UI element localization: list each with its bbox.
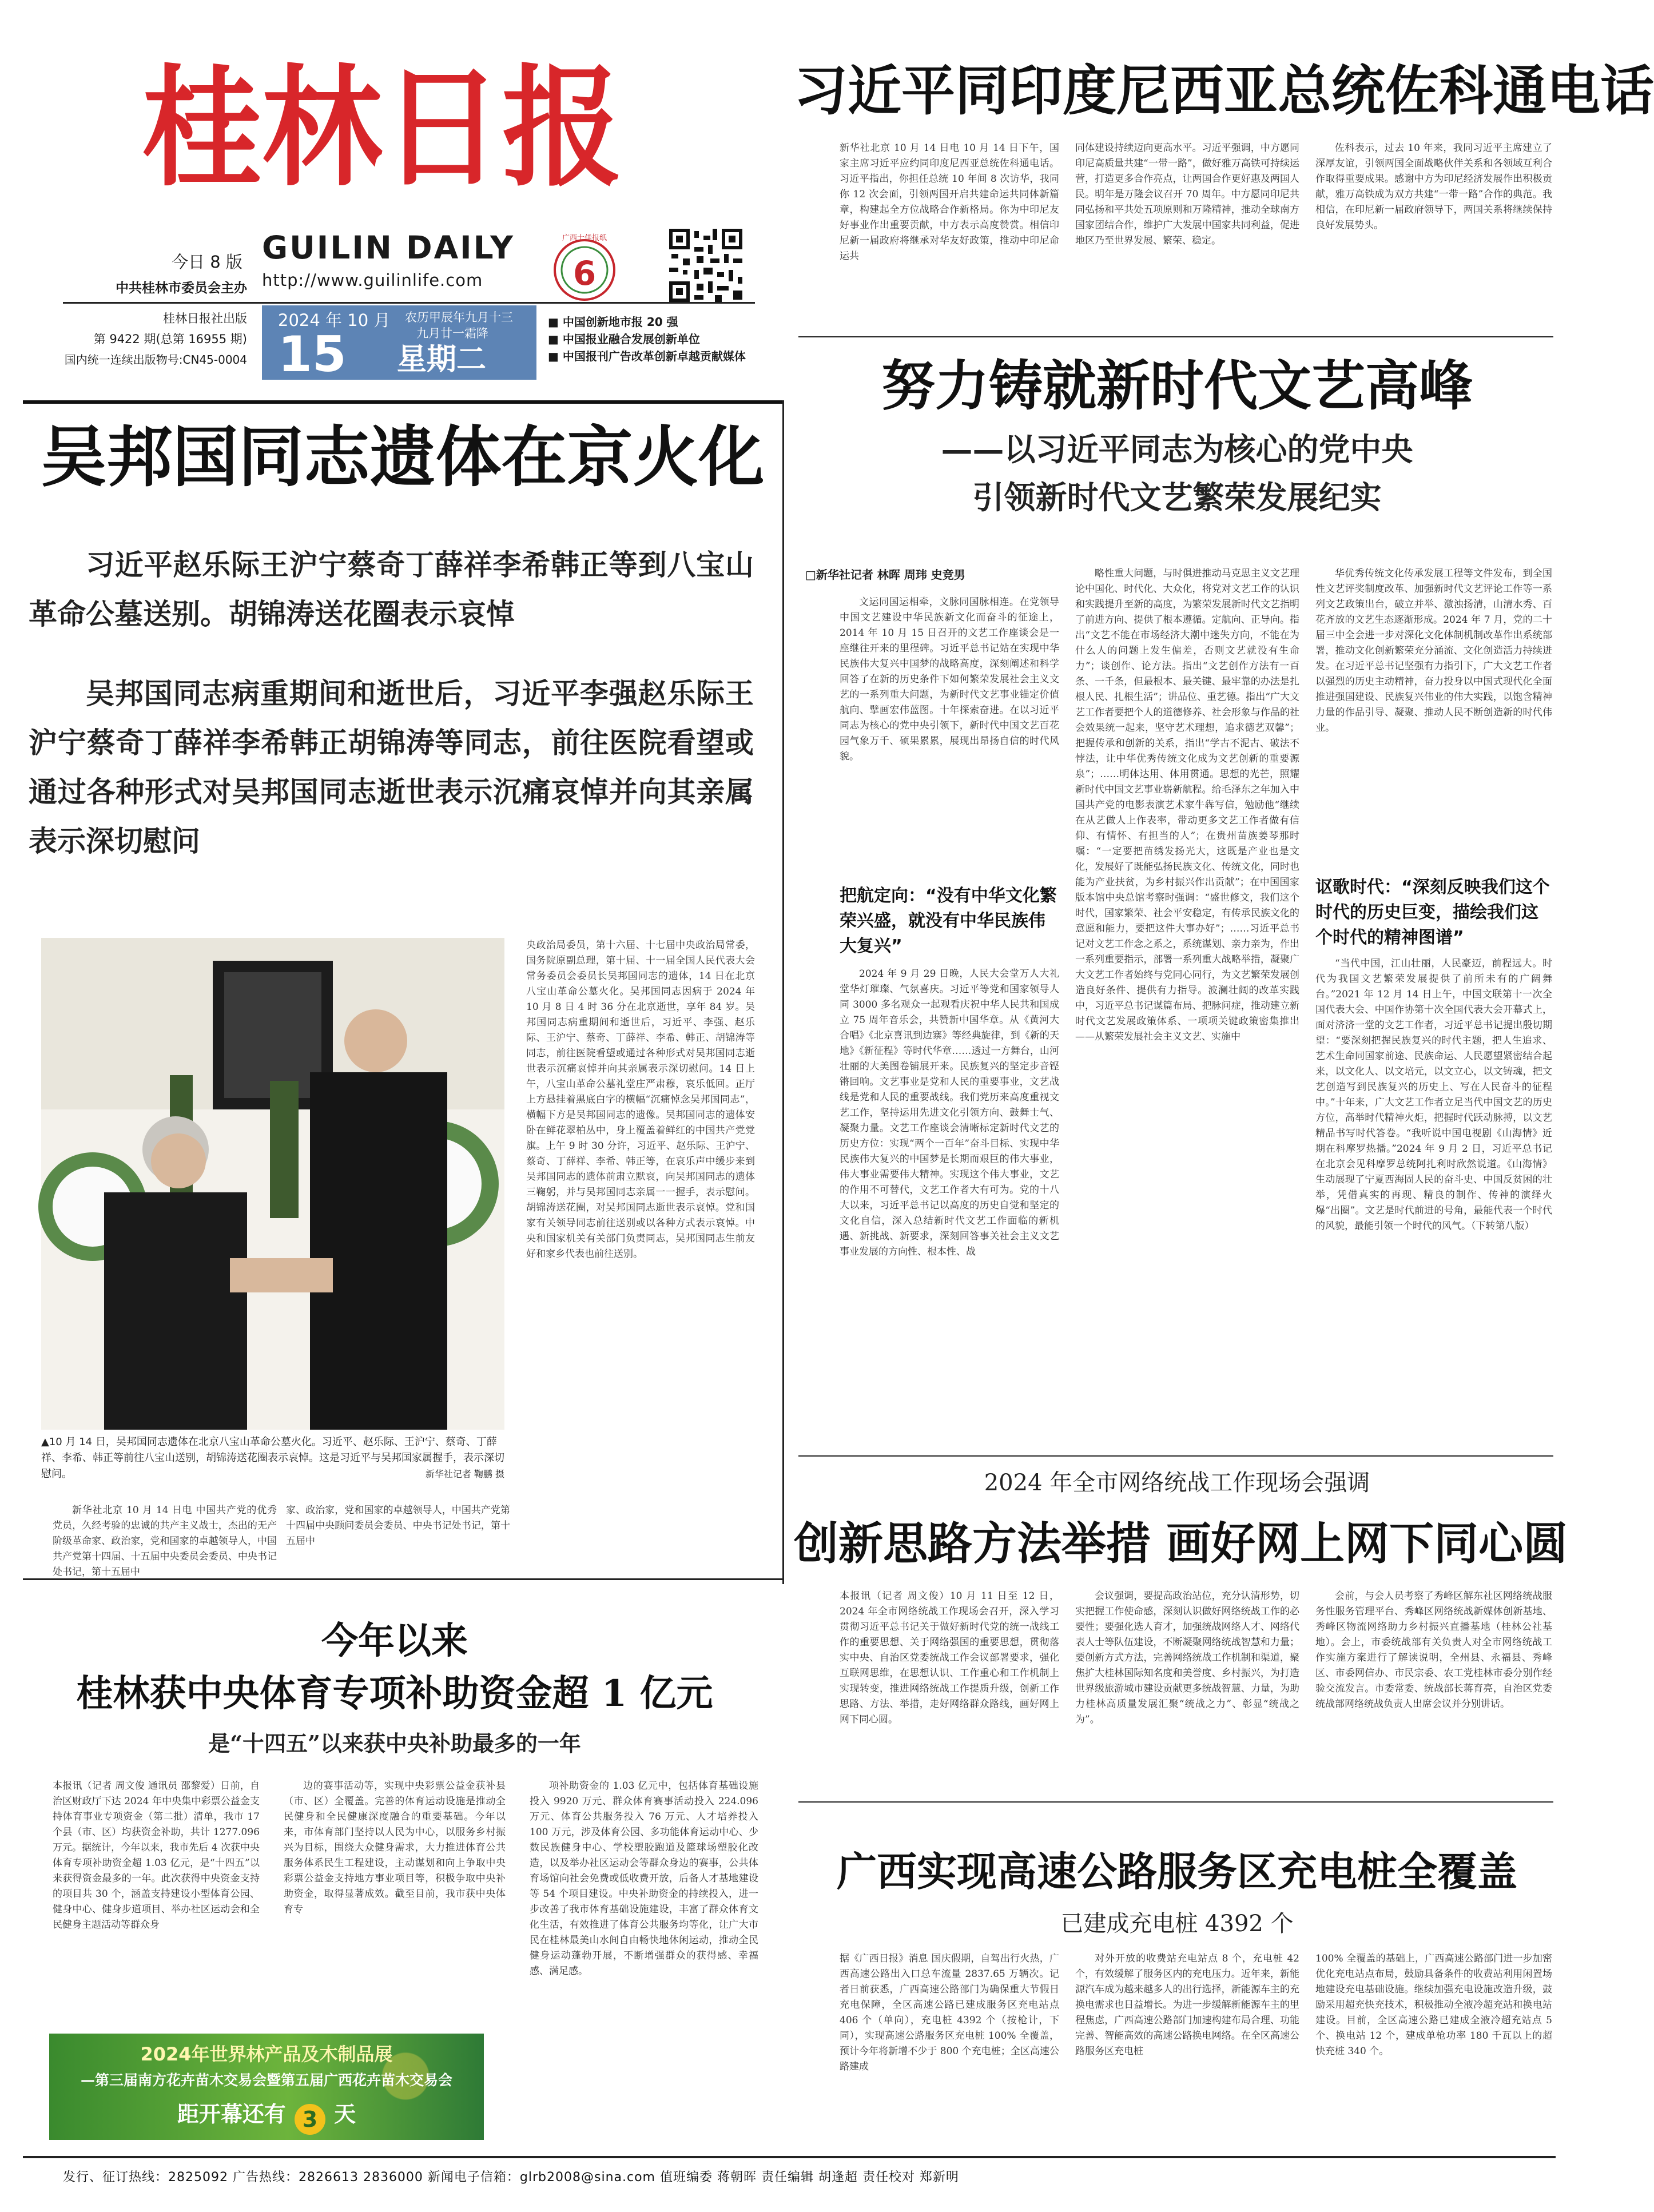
sports-col-1: 本报讯（记者 周文俊 通讯员 邵黎爱）日前，自治区财政厅下达 2024 年中央集中彩票公益金支持体育事业专项资金（第二批）清单，我市 17 个县（市、区）均获资金补助，共计 1277.096 万元。据统计，今年以来，我市先后 4 次获中央体育专项补助资金超 1.03 亿元，是“十四五”以来获得资金最多的一年。此次获得中央资金支持的项目共 30 个，涵盖支持建设小型体育公园、健身中心、健身步道项目、举办社区运动会和全民健身主题活动等群众身 [53, 1780, 260, 1931]
masthead-en-name: GUILIN DAILY [262, 229, 515, 266]
date-day: 15 [278, 326, 347, 383]
sponsor: 中共桂林市委员会主办 [116, 281, 247, 296]
column-divider [782, 400, 784, 1584]
uf-col-1: 本报讯（记者 周文俊）10 月 11 日至 12 日，2024 年全市网络统战工作现场会召开，深入学习贯彻习近平总书记关于做好新时代党的统一战线工作的重要思想、关于网络强国的重要思想，贯彻落实中央、自治区党委统战工作会议部署要求，强化互联网思维，在思想认识、工作重心和工作机制上实现转变，推进网络统战工作提质升级，创新工作思路、方法、举措，走好网络群众路线，画好网上网下同心圆。 [840, 1590, 1059, 1725]
arts-sub-1: ——以习近平同志为核心的党中央 [941, 431, 1413, 468]
sports-col-3: 项补助资金的 1.03 亿元中，包括体育基础设施投入 9920 万元、群众体育赛事活动投入 224.096 万元、体育公共服务投入 76 万元、人才培养投入 100 万元，涉及体育公园、多功能体育运动中心、少数民族健身中心、学校塑胶跑道及篮球场塑胶化改造，以及举办社区运动会等群众身边的赛事，公共体育场馆向社会免费或低收费开放，后备人才基地建设等 54 个项目建设。中央补助资金的持续投入，进一步改善了我市体育基础设施建设，丰富了群众体育文化生活，有效推进了体育公共服务均等化，让广大市民在桂林最美山水间自由畅快地休闲运动，推动全民健身运动蓬勃开展，不断增强群众的获得感、幸福感、满足感。 [530, 1780, 758, 1977]
date-year-month: 2024 年 10 月 [278, 311, 391, 330]
honors-list [548, 313, 754, 382]
expo-banner[interactable] [49, 2034, 484, 2140]
countdown-prefix: 距开幕还有 [177, 2102, 286, 2127]
arts-col-1a: 文运同国运相牵，文脉同国脉相连。在党领导中国文艺建设中华民族新文化而奋斗的征途上，2014 年 10 月 15 日召开的文艺工作座谈会是一座继往开来的里程碑。习近平总书记站在实现中华民族伟大复兴中国梦的战略高度，深刻阐述和科学回答了在新的历史条件下如何繁荣发展社会主义文艺的一系列重大问题，为新时代文艺事业锚定价值航向、擘画宏伟蓝图。十年探索奋进。在以习近平同志为核心的党中央引领下，新时代中国文艺百花园气象万千、硕果累累，展现出昂扬自信的时代风貌。 [840, 596, 1059, 762]
arts-side-head-2: 讴歌时代：“深刻反映我们这个时代的历史巨变，描绘我们这个时代的精神图谱” [1315, 877, 1550, 948]
badge-logo [548, 230, 621, 303]
issue-number: 第 9422 期(总第 16955 期) [93, 332, 247, 346]
section-rule [798, 1455, 1553, 1457]
wu-body-left-cont: 家、政治家，党和国家的卓越领导人，中国共产党第十四届中央顾问委员会委员、中央书记处书记，第十五届中 [286, 1505, 510, 1547]
badge-emblem-icon [548, 230, 621, 303]
banner-countdown [49, 2096, 484, 2132]
uf-col-2: 会议强调，要提高政治站位，充分认清形势，切实把握工作使命感，深刻认识做好网络统战工作的必要性；要强化选人育才，加强统战网络人才、网络代表人士等队伍建设，不断凝聚网络统战智慧和力量；要创新方式方法，完善网络统战工作机制和渠道，聚焦扩大桂林国际知名度和美誉度、乡村振兴，为打造世界级旅游城市建设贡献更多统战智慧、力量，为助力桂林高质量发展汇聚“统战之力”、彰显“统战之为”。 [1075, 1590, 1299, 1725]
wu-photo [41, 938, 504, 1430]
indonesia-col-3: 佐科表示，过去 10 年来，我同习近平主席建立了深厚友谊，引领两国全面战略伙伴关系和各领域互利合作取得重要成果。感谢中方为印尼经济发展作出积极贡献，雅万高铁成为双方共建“一带一路”合作的典范。我相信，在印尼新一届政府领导下，两国关系将继续保持良好发展势头。 [1315, 142, 1552, 231]
masthead-website: http://www.guilinlife.com [262, 270, 483, 290]
wu-body-right: 央政治局委员，第十六届、十七届中央政治局常委，国务院原副总理，第十届、十一届全国人民代表大会常务委员会委员长吴邦国同志的遗体，14 日在北京八宝山革命公墓火化。吴邦国同志因病于 2024 年 10 月 8 日 4 时 36 分在北京逝世，享年 84 岁。吴邦国同志病重期间和逝世后，习近平、李强、赵乐际、王沪宁、蔡奇、丁薛祥、李希、韩正、胡锦涛等同志，前往医院看望或通过各种形式对吴邦国同志逝世表示沉痛哀悼并向其亲属表示深切慰问。14 日上午，八宝山革命公墓礼堂庄严肃穆，哀乐低回。正厅上方悬挂着黑底白字的横幅“沉痛悼念吴邦国同志”，横幅下方是吴邦国同志的遗像。吴邦国同志的遗体安卧在鲜花翠柏丛中，身上覆盖着鲜红的中国共产党党旗。上午 9 时 30 分许，习近平、赵乐际、王沪宁、蔡奇、丁薛祥、李希、韩正等，在哀乐声中缓步来到吴邦国同志的遗体前肃立默哀，向吴邦国同志的遗体三鞠躬，并与吴邦国同志亲属一一握手，表示慰问。胡锦涛送花圈，对吴邦国同志逝世表示哀悼。党和国家有关领导同志前往送别或以各种方式表示哀悼。中央和国家机关有关部门负责同志，吴邦国同志生前友好和家乡代表也前往送别。 [526, 940, 755, 1260]
lunar-date: 农历甲辰年九月十三 [405, 311, 513, 324]
photo-credit: 新华社记者 鞠鹏 摄 [425, 1469, 504, 1479]
wu-photo-caption: ▲10 月 14 日，吴邦国同志遗体在北京八宝山革命公墓火化。习近平、赵乐际、王沪宁、蔡奇、丁薛祥、李希、韩正等前往八宝山送别，胡锦涛送花圈表示哀悼。这是习近平与吴邦国家属握手，表示深切慰问。 新华社记者 鞠鹏 摄 [41, 1434, 504, 1498]
solar-term: 九月廿一霜降 [416, 327, 488, 340]
cn-number: 国内统一连续出版物号:CN45-0004 [64, 353, 247, 367]
countdown-suffix: 天 [334, 2102, 356, 2127]
wu-lead: 吴邦国同志病重期间和逝世后，习近平李强赵乐际王沪宁蔡奇丁薛祥李希韩正胡锦涛等同志，前往医院看望或通过各种形式对吴邦国同志逝世表示沉痛哀悼并向其亲属表示深切慰问 [29, 677, 754, 858]
wu-body-left: 新华社北京 10 月 14 日电 中国共产党的优秀党员，久经考验的忠诚的共产主义战士，杰出的无产阶级革命家、政治家，党和国家的卓越领导人，中国共产党第十四届、十五届中央委员会委员、中央书记处书记，第十五届中 [53, 1505, 277, 1578]
honor-item: ■ 中国报刊广告改革创新卓越贡献媒体 [548, 349, 746, 363]
sports-kicker: 今年以来 [321, 1620, 468, 1662]
banner-line-2: —第三届南方花卉苗木交易会暨第五届广西花卉苗木交易会 [80, 2072, 452, 2088]
qr-code-icon [667, 226, 745, 304]
footer-rule [23, 2156, 1556, 2158]
arts-sub-2: 引领新时代文艺繁荣发展纪实 [972, 479, 1382, 516]
arts-col-2: 略性重大问题，与时俱进推动马克思主义文艺理论中国化、时代化、大众化，将党对文艺工作的认识和实践提升至新的高度，为繁荣发展新时代文艺指明了前进方向、提供了根本遵循。定航向、正导向。指出“文艺不能在市场经济大潮中迷失方向，不能在为什么人的问题上发生偏差，否则文艺就没有生命力”；谈创作、论方法。指出“文艺创作方法有一百条、一千条，但最根本、最关键、最牢靠的办法是扎根人民、扎根生活”；讲品位、重艺德。指出“广大文艺工作者要把个人的道德修养、社会形象与作品的社会效果统一起来，坚守艺术理想，追求德艺双馨”；把握传承和创新的关系，指出“学古不泥古、破法不悖法，让中华优秀传统文化成为文艺创新的重要源泉”；……明体达用、体用贯通。思想的光芒，照耀新时代中国文艺事业崭新航程。给毛泽东之年加入中国共产党的电影表演艺术家牛犇写信，勉励他“继续在从艺做人上作表率，带动更多文艺工作者做有信仰、有情怀、有担当的人”；在贵州苗族姜琴那时嘱：“一定要把苗绣发扬光大，这既是产业也是文化，发展好了既能弘扬民族文化、传统文化，同时也能为产业扶贫，为乡村振兴作出贡献”；在中国国家版本馆中央总馆考察时强调：“盛世修文，我们这个时代，国家繁荣、社会平安稳定，有传承民族文化的意愿和能力，要把这件大事办好”；……习近平总书记对文艺工作念之系之，系统谋划、亲力亲为，作出一系列重要指示，部署一系列重大战略举措，凝聚广大文艺工作者始终与党同心同行，为文艺繁荣发展创造良好条件、提供有力指导。波澜壮阔的改革实践中，习近平总书记谋篇布局、把脉问症，推动建立新时代文艺发展政策体系、一项项关键政策密集推出——从繁荣发展社会主义文艺、实施中 [1075, 568, 1299, 1043]
section-rule [23, 1578, 782, 1580]
weekday: 星期二 [397, 343, 487, 377]
indonesia-headline: 习近平同印度尼西亚总统佐科通电话 [794, 60, 1654, 122]
svg-text:广西十佳报纸: 广西十佳报纸 [562, 234, 607, 242]
page-count: 今日 8 版 [172, 252, 242, 272]
date-box [262, 305, 536, 383]
logo-text: 桂林日报 [142, 51, 622, 204]
sports-subhead: 是“十四五”以来获中央补助最多的一年 [208, 1730, 581, 1756]
section-rule [798, 336, 1553, 337]
wu-headline: 吴邦国同志遗体在京火化 [41, 419, 765, 496]
charging-col-2: 对外开放的收费站充电站点 8 个，充电桩 42 个，有效缓解了服务区内的充电压力。近年来，新能源汽车成为越来越多人的出行选择，新能源车主的充换电需求也日益增长。为进一步缓解新能源车主的里程焦虑，广西高速公路部门加速构建布局合理、功能完善、智能高效的高速公路换电网络。在全区高速公路服务区充电桩 [1075, 1953, 1299, 2057]
arts-col-3b: “当代中国，江山壮丽，人民豪迈，前程远大。时代为我国文艺繁荣发展提供了前所未有的广阔舞台。”2021 年 12 月 14 日上午，中国文联第十一次全国代表大会、中国作协第十次全国代表大会开幕式上，面对济济一堂的文艺工作者，习近平总书记提出殷切期望：“要深刻把握民族复兴的时代主题，把人生追求、艺术生命同国家前途、民族命运、人民愿望紧密结合起来，以文化人、以文培元，以文立心，以文铸魂，把文艺创造写到民族复兴的历史上、写在人民奋斗的征程中。”十年来，广大文艺工作者立足当代中国文艺的历史方位，高举时代精神火炬，把握时代跃动脉搏，以文艺精品书写时代答卷。“我听说中国电视剧《山海情》近期在科摩罗热播。”2024 年 9 月 2 日，习近平总书记在北京会见科摩罗总统阿扎利时欣然说道。《山海情》生动展现了宁夏西海固人民的奋斗史、中国反贫困的壮举，凭借真实的再现、精良的制作、传神的演绎火爆“出圈”。文艺是时代前进的号角，最能代表一个时代的风貌，最能引领一个时代的风气。（下转第八版） [1315, 958, 1552, 1232]
qr-code [667, 226, 745, 304]
footer-info: 发行、征订热线：2825092 广告热线：2826613 2836000 新闻电子信箱：glrb2008@sina.com 值班编委 蒋朝晖 责任编辑 胡逢超 责任校对 郑新明 [63, 2170, 959, 2185]
banner-line-1: 2024年世界林产品及木制品展 [140, 2043, 393, 2065]
arts-col-1b: 2024 年 9 月 29 日晚，人民大会堂万人大礼堂华灯璀璨、气氛喜庆。习近平等党和国家领导人同 3000 多名观众一起观看庆祝中华人民共和国成立 75 周年音乐会，共赞新中国华章。从《黄河大合唱》《北京喜讯到边寨》等经典旋律，到《新的天地》《新征程》等时代华章……透过一方舞台，山河壮丽的大美图卷铺展开来。民族复兴的坚定步音铿锵回响。文艺事业是党和人民的重要事业，文艺战线是党和人民的重要战线。我们党历来高度重视文艺工作，坚持运用先进文化引领方向、鼓舞士气、凝聚力量。文艺工作座谈会清晰标定新时代文艺的历史方位：实现“两个一百年”奋斗目标、实现中华民族伟大复兴的中国梦是长期而艰巨的伟大事业，伟大事业需要伟大精神。实现这个伟大事业，文艺的作用不可替代，文艺工作者大有可为。党的十八大以来，习近平总书记以高度的历史自觉和坚定的文化自信，深入总结新时代文艺工作面临的新机遇、新挑战、新要求，深刻回答事关社会主义文艺事业发展的方向性、根本性、战 [840, 968, 1059, 1258]
charging-subhead: 已建成充电桩 4392 个 [1060, 1911, 1294, 1937]
sports-headline: 桂林获中央体育专项补助资金超 1 亿元 [76, 1672, 713, 1715]
section-rule [798, 1801, 1553, 1803]
masthead-rule [63, 302, 755, 304]
newspaper-logo [142, 45, 628, 204]
section-rule [23, 400, 782, 404]
charging-col-3: 100% 全覆盖的基础上，广西高速公路部门进一步加密优化充电站点布局，鼓励具备条件的收费站利用闲置场地建设充电基础设施。继续加强充电设施改造升级，鼓励采用超充快充技术，积极推动全液冷超充站和换电站建设。目前，全区高速公路已建成全液冷超充站点 5 个、换电站 12 个，建成单枪功率 180 千瓦以上的超快充桩 340 个。 [1315, 1953, 1552, 2057]
arts-side-head-1: 把航定向：“没有中华文化繁荣兴盛，就没有中华民族伟大复兴” [840, 886, 1057, 956]
countdown-number: 3 [295, 2104, 325, 2135]
uf-kicker: 2024 年全市网络统战工作现场会强调 [984, 1470, 1370, 1496]
honor-item: ■ 中国创新地市报 20 强 [548, 315, 678, 329]
indonesia-col-2: 同体建设持续迈向更高水平。习近平强调，中方愿同印尼高质量共建“一带一路”，做好雅万高铁可持续运营，打造更多合作亮点，让两国合作更好惠及两国人民。明年是万隆会议召开 70 周年。中方愿同印尼共同弘扬和平共处五项原则和万隆精神，推动全球南方国家团结合作，维护广大发展中国家共同利益，促进地区乃至世界发展、繁荣、稳定。 [1075, 142, 1299, 246]
charging-headline: 广西实现高速公路服务区充电桩全覆盖 [837, 1848, 1517, 1895]
sports-col-2: 边的赛事活动等，实现中央彩票公益金获补县（市、区）全覆盖。完善的体育运动设施是推动全民健身和全民健康深度融合的重要基础。今年以来，市体育部门坚持以人民为中心，以服务乡村振兴为目标，围绕大众健身需求，大力推进体育公共服务体系民生工程建设，主动谋划和向上争取中央彩票公益金支持地方事业项目等，积极争取中央补助资金，取得显著成效。截至目前，我市获中央体育专 [284, 1780, 506, 1915]
memorial-photo-icon [41, 938, 504, 1430]
svg-text:6: 6 [572, 254, 597, 293]
logo-calligraphy-icon [142, 45, 628, 204]
arts-byline: □新华社记者 林晖 周玮 史竞男 [805, 568, 965, 582]
arts-col-3a: 华优秀传统文化传承发展工程等文件发布，到全国性文艺评奖制度改革、加强新时代文艺评论工作等一系列文艺政策出台，破立并举、激浊扬清，山清水秀、百花齐放的文艺生态逐渐形成。2024 年 7 月，党的二十届三中全会进一步对深化文化体制机制改革作出系统部署，推动文化创新繁荣充分涌流、文化创造活力持续迸发。在习近平总书记坚强有力指引下，广大文艺工作者以强烈的历史主动精神，奋力投身以中国式现代化全面推进强国建设、民族复兴伟业的伟大实践，以饱含精神力量的作品引导、凝聚、推动人民不断创造新的时代伟业。 [1315, 568, 1552, 734]
indonesia-col-1: 新华社北京 10 月 14 日电 10 月 14 日下午，国家主席习近平应约同印度尼西亚总统佐科通电话。习近平指出，你担任总统 10 年间 8 次访华，我同你 12 次会面，引领两国开启共建命运共同体新篇章，构建起全方位战略合作新格局。你为中印尼友好事业作出重要贡献，中方表示高度赞赏。相信印尼新一届政府将继承对华友好政策，推动中印尼命运共 [840, 142, 1059, 262]
publisher: 桂林日报社出版 [163, 312, 247, 325]
honor-item: ■ 中国报业融合发展创新单位 [548, 332, 700, 346]
arts-headline: 努力铸就新时代文艺高峰 [881, 355, 1473, 417]
wu-subhead: 习近平赵乐际王沪宁蔡奇丁薛祥李希韩正等到八宝山革命公墓送别。胡锦涛送花圈表示哀悼 [29, 548, 754, 631]
uf-col-3: 会前，与会人员考察了秀峰区解东社区网络统战服务性服务管理平台、秀峰区网络统战新媒体创新基地、秀峰区物流网络助力乡村振兴直播基地（桂林公社基地）。会上，市委统战部有关负责人对全市网络统战工作实施方案进行了解读说明，全州县、永福县、秀峰区、市委网信办、市民宗委、农工党桂林市委分别作经验交流发言。市委常委、统战部长蒋育亮，自治区党委统战部网络统战负责人出席会议并分别讲话。 [1315, 1590, 1552, 1710]
charging-col-1: 据《广西日报》消息 国庆假期，自驾出行火热，广西高速公路出入口总车流量 2837.65 万辆次。记者日前获悉，广西高速公路部门为确保重大节假日充电保障，全区高速公路已建成服务区充电站点 406 个（单向），充电桩 4392 个（按枪计，下同），实现高速公路服务区充电桩 100% 全覆盖，预计今年将新增不少于 800 个充电桩；全区高速公路建成 [840, 1953, 1059, 2072]
uf-headline: 创新思路方法举措 画好网上网下同心圆 [794, 1518, 1568, 1570]
